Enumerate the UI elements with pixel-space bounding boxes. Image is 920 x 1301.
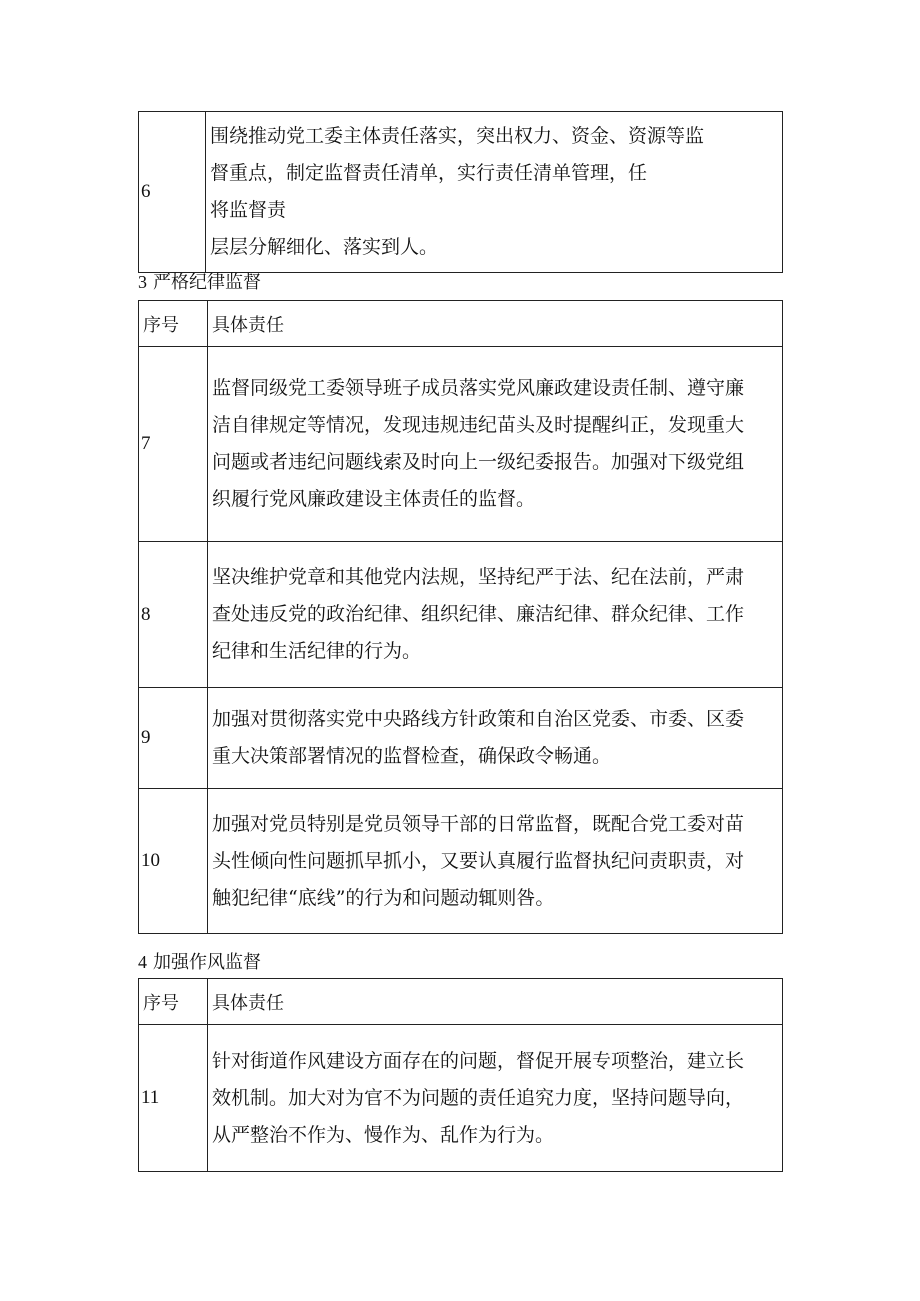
table-row [139,1025,783,1172]
text-line: 查处违反党的政治纪律、组织纪律、廉洁纪律、群众纪律、工作 [212,603,745,625]
header-seq: 序号 [139,979,208,1025]
table-header-row [139,301,783,347]
text-line: 织履行党风廉政建设主体责任的监督。 [212,488,536,510]
table-row [139,542,783,688]
table-row [139,688,783,789]
row-number: 9 [139,688,208,789]
row-text [208,1025,783,1172]
text-line: 纪律和生活纪律的行为。 [212,640,422,662]
text-line: 坚决维护党章和其他党内法规，坚持纪严于法、纪在法前，严肃 [212,566,745,588]
responsibility-table-top [138,111,783,273]
section-title-text: 严格纪律监督 [153,272,261,293]
text-line: 从严整治不作为、慢作为、乱作为行为。 [212,1123,555,1146]
row-number: 11 [139,1025,208,1172]
text-line: 问题或者违纪问题线索及时向上一级纪委报告。加强对下级党组 [212,451,745,473]
text-line: 重大决策部署情况的监督检查，确保政令畅通。 [212,745,612,767]
table-row [139,789,783,934]
section-title-text: 加强作风监督 [153,952,261,973]
row-text [208,789,783,934]
text-line: 洁自律规定等情况，发现违规违纪苗头及时提醒纠正，发现重大 [212,414,745,436]
row-number: 7 [139,347,208,542]
section-number: 4 [138,952,147,972]
responsibility-table-section-3 [138,300,783,934]
row-text [208,347,783,542]
text-line-with-tail [210,155,772,229]
text-line: 督重点，制定监督责任清单，实行责任清单管理，任 [210,162,648,184]
text-line: 加强对贯彻落实党中央路线方针政策和自治区党委、市委、区委 [212,708,745,730]
row-number: 6 [139,112,206,273]
text-line: 加强对党员特别是党员领导干部的日常监督，既配合党工委对苗 [212,812,745,835]
row-text [208,542,783,688]
table-row [139,347,783,542]
row-number: 8 [139,542,208,688]
text-line: 头性倾向性问题抓早抓小，又要认真履行监督执纪问责职责，对 [212,849,745,872]
text-line-tail: 将监督责 [210,199,287,221]
section-title-3 [138,268,261,294]
section-title-4 [138,948,261,974]
header-seq: 序号 [139,301,208,347]
text-line: 触犯纪律“底线”的行为和问题动辄则咎。 [212,886,555,909]
text-line: 监督同级党工委领导班子成员落实党风廉政建设责任制、遵守廉 [212,377,745,399]
text-line: 围绕推动党工委主体责任落实，突出权力、资金、资源等监 [210,125,705,147]
table-row [139,112,783,273]
table-header-row [139,979,783,1025]
row-text [208,688,783,789]
row-text [206,112,783,273]
text-line: 针对街道作风建设方面存在的问题，督促开展专项整治，建立长 [212,1049,745,1072]
header-responsibility: 具体责任 [208,301,783,347]
text-line: 效机制。加大对为官不为问题的责任追究力度，坚持问题导向， [212,1086,745,1109]
section-number: 3 [138,272,147,292]
text-line: 层层分解细化、落实到人。 [210,236,439,258]
header-responsibility: 具体责任 [208,979,783,1025]
responsibility-table-section-4 [138,978,783,1172]
row-number: 10 [139,789,208,934]
